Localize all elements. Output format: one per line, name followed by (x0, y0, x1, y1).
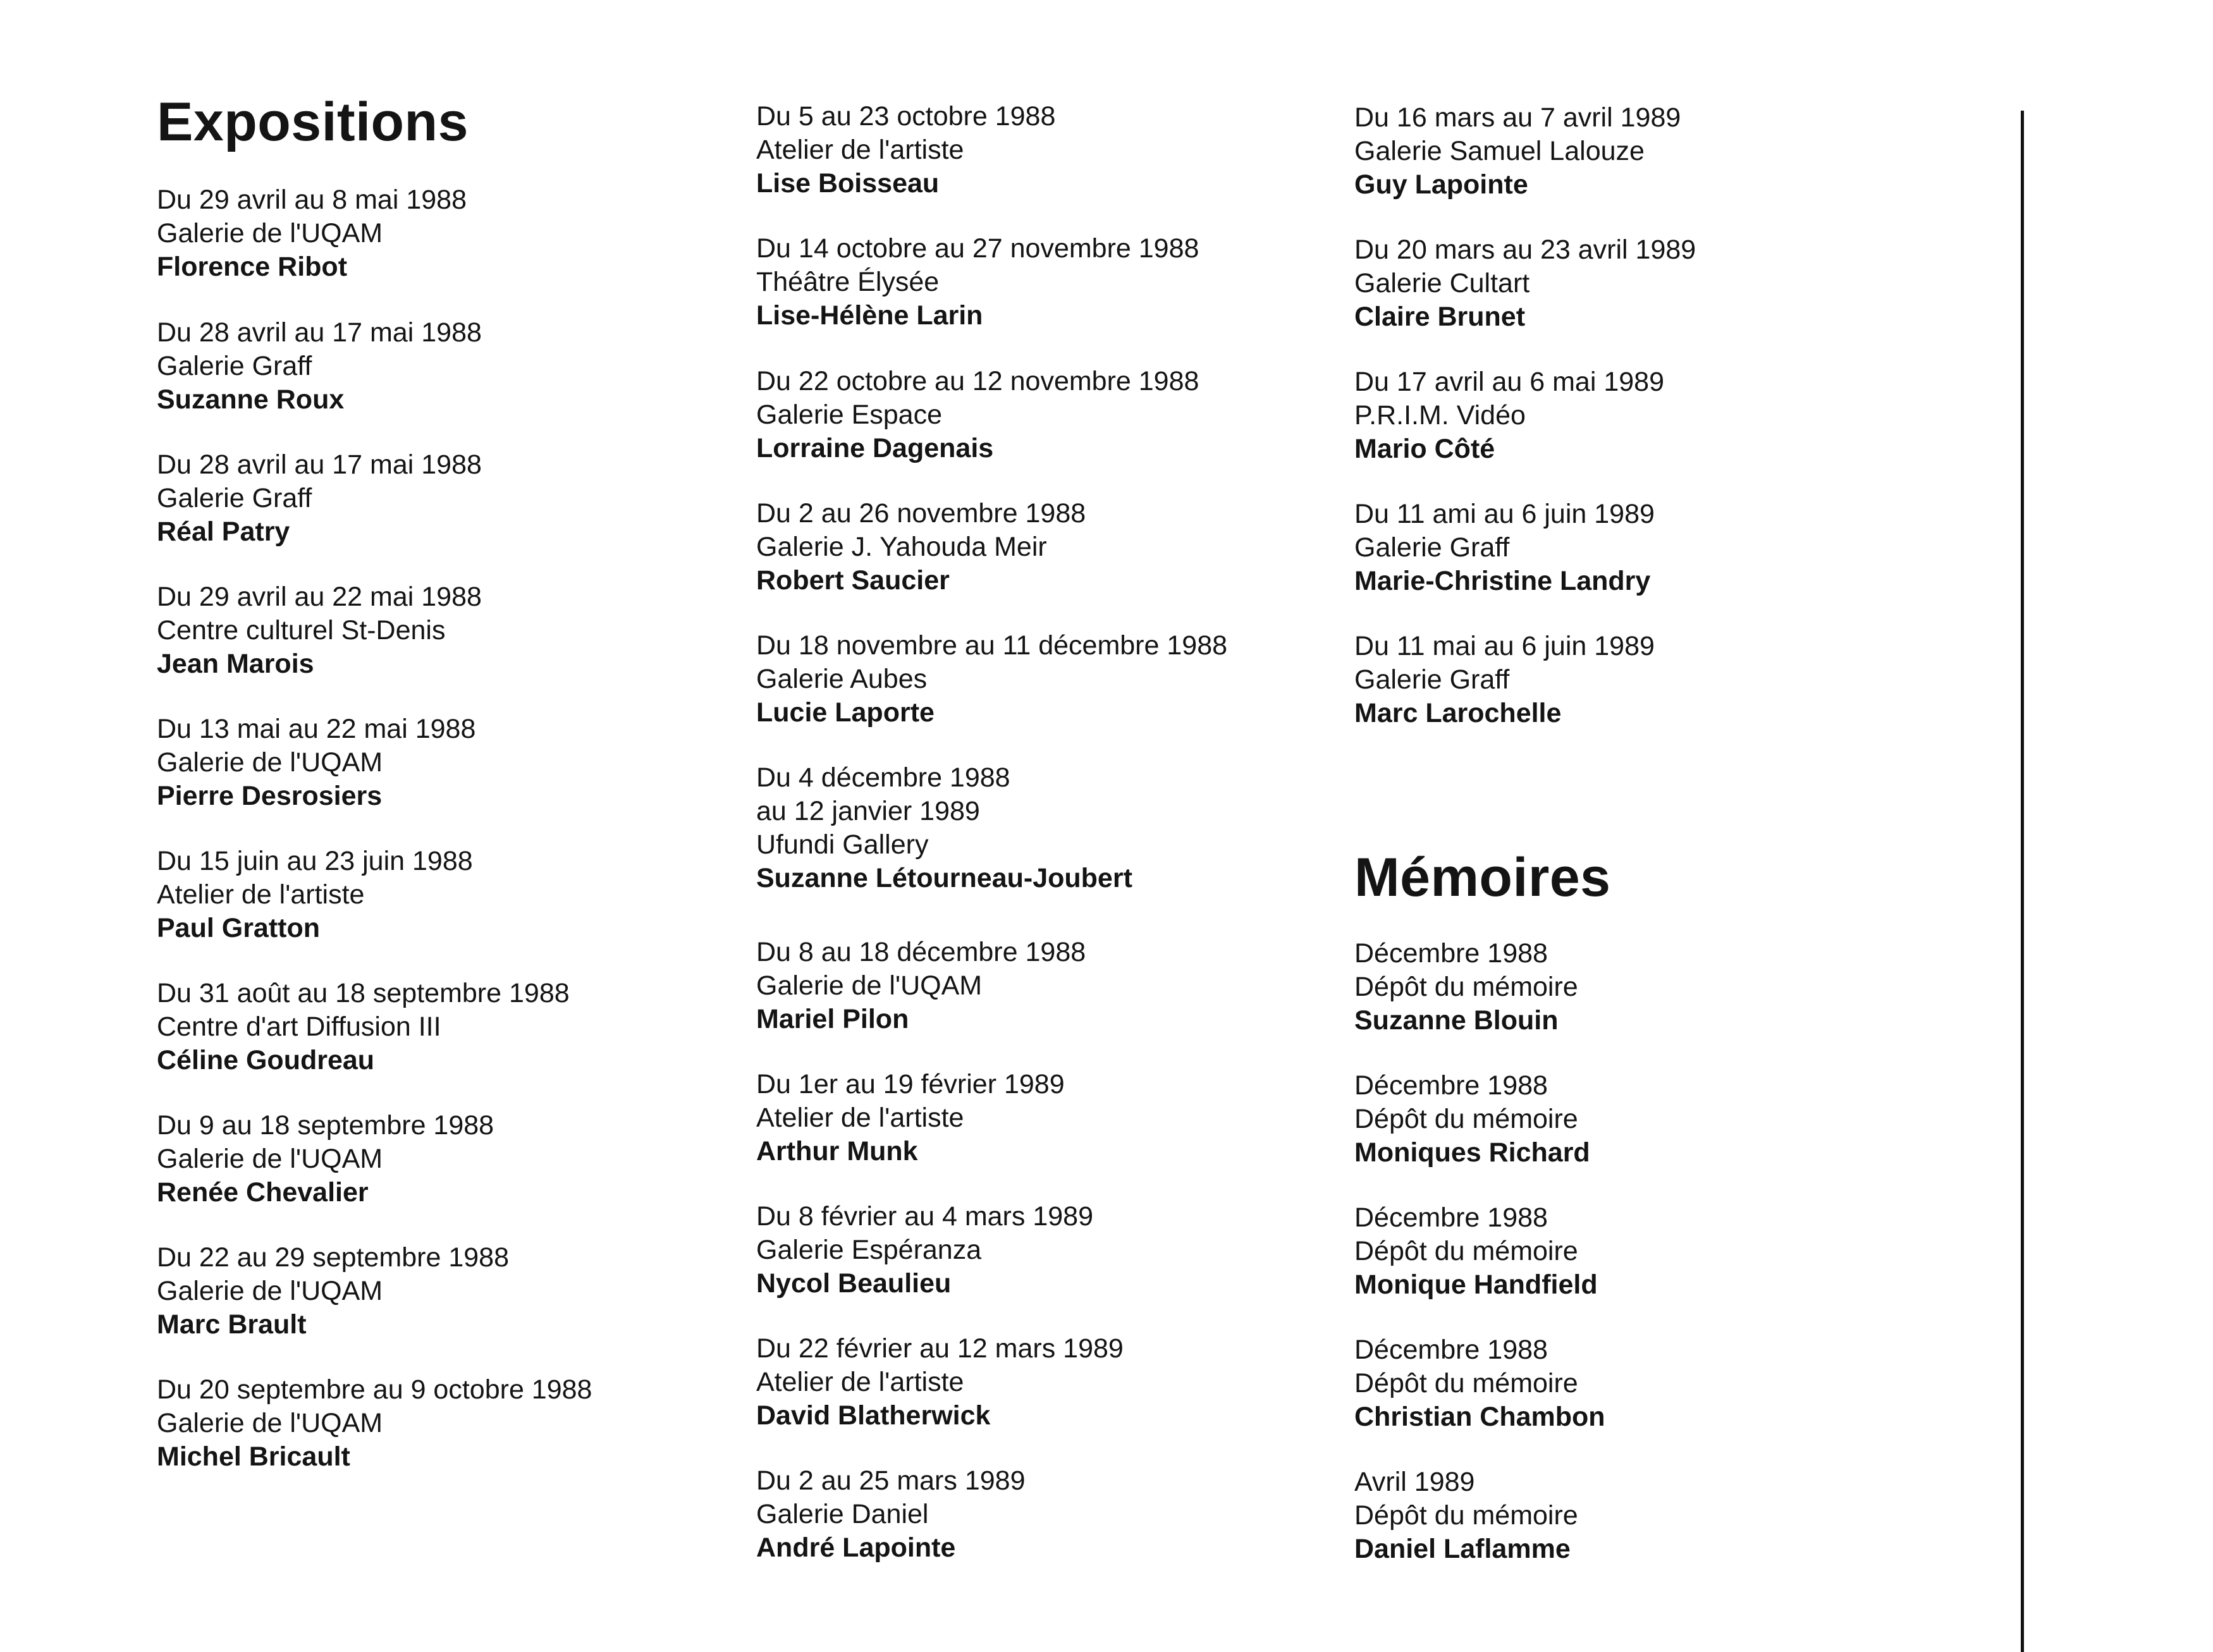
exhibition-artist: Lise Boisseau (756, 168, 940, 199)
exhibition-venue: Galerie Espéranza (756, 1235, 982, 1265)
exhibition-venue: Atelier de l'artiste (756, 1367, 964, 1397)
exhibition-artist: Robert Saucier (756, 565, 950, 596)
memoire-entry (1354, 1333, 1605, 1434)
exhibition-artist: Marie-Christine Landry (1354, 566, 1651, 596)
exhibition-date: Du 18 novembre au 11 décembre 1988 (756, 630, 1228, 661)
exhibition-venue: Galerie Graff (157, 351, 312, 381)
exhibition-date: Du 1er au 19 février 1989 (756, 1069, 1065, 1099)
exhibition-date: Du 20 mars au 23 avril 1989 (1354, 235, 1696, 265)
exhibition-artist: André Lapointe (756, 1533, 956, 1563)
exhibition-artist: Mariel Pilon (756, 1004, 909, 1034)
exhibition-venue: Atelier de l'artiste (756, 1103, 964, 1133)
exhibition-venue: Galerie Cultart (1354, 268, 1530, 298)
exhibition-date: Du 22 octobre au 12 novembre 1988 (756, 366, 1199, 396)
memoire-author: Monique Handfield (1354, 1270, 1598, 1300)
exhibition-venue: Galerie Graff (1354, 664, 1510, 695)
exhibition-artist: Michel Bricault (157, 1441, 350, 1472)
exhibition-date: Du 29 avril au 22 mai 1988 (157, 582, 482, 612)
exhibition-artist: Lucie Laporte (756, 697, 935, 728)
exhibition-artist: Jean Marois (157, 649, 314, 679)
exhibition-venue: Galerie de l'UQAM (157, 747, 383, 778)
exhibition-date: Du 2 au 26 novembre 1988 (756, 498, 1086, 529)
vertical-rule (2021, 111, 2024, 1652)
exhibition-date: Du 13 mai au 22 mai 1988 (157, 714, 476, 744)
exhibition-date: Du 11 ami au 6 juin 1989 (1354, 499, 1655, 529)
exhibition-date: Du 20 septembre au 9 octobre 1988 (157, 1374, 592, 1405)
memoire-date: Décembre 1988 (1354, 1202, 1548, 1233)
memoire-date: Décembre 1988 (1354, 938, 1548, 969)
memoire-date: Avril 1989 (1354, 1467, 1475, 1497)
memoire-author: Moniques Richard (1354, 1137, 1590, 1168)
exhibition-venue: Centre d'art Diffusion III (157, 1012, 441, 1042)
memoire-author: Suzanne Blouin (1354, 1005, 1559, 1036)
exhibition-artist: Marc Larochelle (1354, 698, 1562, 728)
exhibition-entry (756, 761, 1132, 895)
exhibition-artist: Florence Ribot (157, 252, 348, 282)
exhibition-entry (157, 1373, 592, 1474)
exhibition-entry (157, 316, 482, 417)
exhibition-venue: Galerie Espace (756, 400, 942, 430)
exhibition-artist: Lise-Hélène Larin (756, 300, 983, 331)
exhibition-artist: Pierre Desrosiers (157, 781, 383, 811)
memoires-heading: Mémoires (1354, 847, 1611, 908)
exhibition-artist: Nycol Beaulieu (756, 1268, 952, 1299)
exhibition-date-continued: au 12 janvier 1989 (756, 796, 980, 826)
expositions-heading: Expositions (157, 92, 469, 152)
exhibition-artist: Réal Patry (157, 517, 290, 547)
memoire-entry (1354, 1465, 1578, 1566)
exhibition-artist: Guy Lapointe (1354, 169, 1528, 200)
exhibition-date: Du 17 avril au 6 mai 1989 (1354, 367, 1665, 397)
exhibition-entry (1354, 498, 1655, 598)
exhibition-venue: Atelier de l'artiste (756, 135, 964, 165)
exhibition-entry (157, 713, 475, 813)
memoire-label: Dépôt du mémoire (1354, 1368, 1578, 1398)
exhibition-artist: David Blatherwick (756, 1400, 991, 1431)
exhibition-entry (1354, 101, 1681, 202)
exhibition-artist: Lorraine Dagenais (756, 433, 994, 463)
exhibition-entry (157, 1241, 509, 1342)
memoire-date: Décembre 1988 (1354, 1070, 1548, 1101)
exhibition-venue: Galerie de l'UQAM (756, 970, 983, 1001)
exhibition-entry (1354, 365, 1664, 466)
exhibition-venue: Atelier de l'artiste (157, 879, 365, 910)
exhibition-date: Du 14 octobre au 27 novembre 1988 (756, 233, 1199, 264)
memoire-entry (1354, 1201, 1598, 1302)
exhibition-date: Du 15 juin au 23 juin 1988 (157, 846, 473, 876)
exhibition-entry (1354, 630, 1655, 730)
memoire-label: Dépôt du mémoire (1354, 1236, 1578, 1266)
exhibition-venue: Galerie de l'UQAM (157, 1276, 383, 1306)
exhibition-artist: Marc Brault (157, 1309, 307, 1340)
exhibition-artist: Mario Côté (1354, 434, 1495, 464)
exhibition-venue: Théâtre Élysée (756, 267, 940, 297)
exhibition-entry (756, 232, 1199, 333)
exhibition-entry (157, 183, 467, 284)
exhibition-artist: Céline Goudreau (157, 1045, 375, 1075)
exhibition-date: Du 22 au 29 septembre 1988 (157, 1242, 510, 1273)
memoire-label: Dépôt du mémoire (1354, 1500, 1578, 1531)
exhibition-date: Du 31 août au 18 septembre 1988 (157, 978, 570, 1008)
exhibition-entry (756, 365, 1199, 465)
exhibition-artist: Arthur Munk (756, 1136, 918, 1166)
exhibition-venue: Galerie J. Yahouda Meir (756, 532, 1047, 562)
exhibition-date: Du 11 mai au 6 juin 1989 (1354, 631, 1655, 661)
exhibition-venue: Galerie Graff (1354, 532, 1510, 563)
exhibition-venue: P.R.I.M. Vidéo (1354, 400, 1526, 431)
exhibition-date: Du 5 au 23 octobre 1988 (756, 101, 1056, 132)
exhibition-date: Du 16 mars au 7 avril 1989 (1354, 102, 1681, 133)
exhibition-artist: Suzanne Roux (157, 384, 345, 415)
exhibition-date: Du 29 avril au 8 mai 1988 (157, 185, 467, 215)
exhibition-date: Du 28 avril au 17 mai 1988 (157, 317, 482, 348)
exhibition-date: Du 8 au 18 décembre 1988 (756, 937, 1086, 967)
exhibition-date: Du 2 au 25 mars 1989 (756, 1465, 1026, 1496)
exhibition-entry (756, 100, 1055, 200)
exhibition-entry (756, 1068, 1065, 1168)
exhibition-artist: Renée Chevalier (157, 1177, 369, 1208)
exhibition-entry (157, 845, 473, 945)
exhibition-venue: Galerie Graff (157, 483, 312, 513)
memoire-author: Christian Chambon (1354, 1402, 1605, 1432)
exhibition-entry (756, 1464, 1026, 1565)
exhibition-venue: Galerie de l'UQAM (157, 1144, 383, 1174)
exhibition-entry (756, 629, 1227, 730)
exhibition-entry (157, 580, 482, 681)
exhibition-date: Du 4 décembre 1988 (756, 762, 1010, 793)
exhibition-venue: Galerie Samuel Lalouze (1354, 136, 1645, 166)
memoire-label: Dépôt du mémoire (1354, 1104, 1578, 1134)
exhibition-entry (157, 448, 482, 549)
exhibition-venue: Ufundi Gallery (756, 829, 929, 860)
exhibition-venue: Galerie Aubes (756, 664, 928, 694)
exhibition-date: Du 28 avril au 17 mai 1988 (157, 450, 482, 480)
exhibition-entry (756, 1200, 1093, 1300)
exhibition-venue: Galerie de l'UQAM (157, 1408, 383, 1438)
exhibition-artist: Paul Gratton (157, 913, 321, 943)
exhibition-artist: Suzanne Létourneau-Joubert (756, 863, 1132, 893)
exhibition-entry (756, 497, 1086, 597)
exhibition-venue: Centre culturel St-Denis (157, 615, 446, 646)
exhibition-date: Du 9 au 18 septembre 1988 (157, 1110, 494, 1141)
exhibition-entry (157, 1109, 494, 1209)
exhibition-entry (1354, 233, 1696, 334)
exhibition-venue: Galerie de l'UQAM (157, 218, 383, 248)
memoire-label: Dépôt du mémoire (1354, 972, 1578, 1002)
exhibition-entry (157, 977, 570, 1077)
memoire-date: Décembre 1988 (1354, 1335, 1548, 1365)
exhibition-date: Du 8 février au 4 mars 1989 (756, 1201, 1093, 1232)
memoire-author: Daniel Laflamme (1354, 1534, 1571, 1564)
memoire-entry (1354, 1069, 1590, 1170)
exhibition-venue: Galerie Daniel (756, 1499, 929, 1529)
exhibition-date: Du 22 février au 12 mars 1989 (756, 1333, 1124, 1364)
exhibition-entry (756, 1332, 1124, 1433)
memoire-entry (1354, 937, 1578, 1037)
exhibition-artist: Claire Brunet (1354, 302, 1526, 332)
exhibition-entry (756, 936, 1086, 1036)
